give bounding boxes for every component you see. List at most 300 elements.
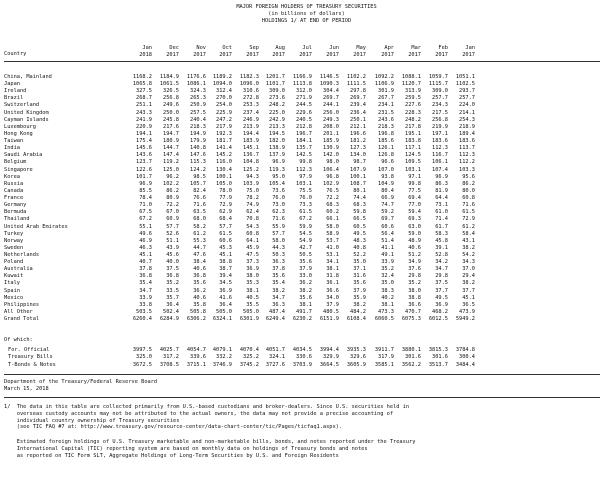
table-cell: 45.9 xyxy=(246,244,259,251)
table-cell: 78.4 xyxy=(139,195,152,202)
table-cell: 1102.5 xyxy=(455,81,475,88)
table-cell: 325.2 xyxy=(243,354,259,361)
table-cell: 329.9 xyxy=(323,354,339,361)
table-cell: 251.1 xyxy=(136,102,152,109)
header-rule xyxy=(4,61,600,62)
table-cell: 270.0 xyxy=(216,95,232,102)
table-cell: 38.2 xyxy=(462,280,475,287)
table-cell: 58.0 xyxy=(326,223,339,230)
table-cell: 103.1 xyxy=(296,180,312,187)
table-cell: 33.5 xyxy=(166,287,179,294)
table-cell: 3746.9 xyxy=(212,361,232,368)
table-cell: 3815.3 xyxy=(428,347,448,353)
table-cell: 38.1 xyxy=(326,266,339,273)
row-label: Bermuda xyxy=(4,209,27,216)
table-cell: 237.4 xyxy=(243,109,259,116)
table-cell: 76.0 xyxy=(272,195,285,202)
table-cell: 73.6 xyxy=(272,187,285,194)
table-cell: 240.5 xyxy=(296,116,312,123)
table-cell: 35.9 xyxy=(353,294,366,301)
table-cell: 98.5 xyxy=(193,173,206,180)
table-cell: 269.7 xyxy=(323,95,339,102)
table-cell: 239.4 xyxy=(350,102,366,109)
table-cell: 37.3 xyxy=(246,259,259,266)
table-cell: 1094.0 xyxy=(212,81,232,88)
table-cell: 243.3 xyxy=(136,109,152,116)
table-cell: 5949.2 xyxy=(455,316,475,323)
row-label: Italy xyxy=(4,280,20,287)
table-cell: 105.4 xyxy=(269,180,285,187)
table-cell: 51.1 xyxy=(166,237,179,244)
table-cell: 250.1 xyxy=(350,116,366,123)
table-cell: 257.7 xyxy=(432,95,448,102)
table-cell: 312.0 xyxy=(296,88,312,95)
table-cell: 330.6 xyxy=(296,354,312,361)
table-cell: 58.0 xyxy=(272,237,285,244)
table-cell: 194.5 xyxy=(269,130,285,137)
table-cell: 3703.9 xyxy=(292,361,312,368)
column-year: 2017 xyxy=(246,52,259,58)
table-cell: 147.4 xyxy=(163,152,179,159)
table-cell: 36.4 xyxy=(219,301,232,308)
table-cell: 34.0 xyxy=(326,294,339,301)
table-cell: 61.7 xyxy=(435,223,448,230)
table-cell: 36.5 xyxy=(462,301,475,308)
row-label: Treasury Bills xyxy=(8,354,53,361)
table-cell: 72.9 xyxy=(462,216,475,223)
table-cell: 38.1 xyxy=(381,301,394,308)
table-cell: 67.5 xyxy=(139,209,152,216)
table-cell: 81.9 xyxy=(435,187,448,194)
table-cell: 43.9 xyxy=(166,244,179,251)
table-cell: 109.5 xyxy=(405,159,421,166)
table-cell: 45.8 xyxy=(435,237,448,244)
table-cell: 34.7 xyxy=(139,287,152,294)
table-cell: 74.7 xyxy=(381,202,394,209)
table-cell: 45.1 xyxy=(219,252,232,258)
table-cell: 473.3 xyxy=(378,308,394,315)
table-cell: 86.2 xyxy=(462,180,475,187)
table-cell: 63.0 xyxy=(408,223,421,230)
table-cell: 48.9 xyxy=(408,237,421,244)
row-label: United Kingdom xyxy=(4,109,49,116)
table-cell: 61.2 xyxy=(193,230,206,237)
table-cell: 29.8 xyxy=(408,273,421,280)
table-cell: 245.8 xyxy=(163,116,179,123)
footnote-line: Estimated foreign holdings of U.S. Treasury marketable and non-marketable bills, bonds, and notes reported under the Treasury xyxy=(4,439,416,445)
table-cell: 112.3 xyxy=(459,152,475,159)
table-cell: 69.7 xyxy=(381,216,394,223)
table-cell: 37.9 xyxy=(326,301,339,308)
table-cell: 97.9 xyxy=(299,173,312,180)
table-cell: 112.2 xyxy=(459,159,475,166)
table-cell: 1111.5 xyxy=(346,81,366,88)
table-cell: 38.0 xyxy=(246,273,259,280)
table-cell: 52.8 xyxy=(435,252,448,258)
table-cell: 57.7 xyxy=(166,223,179,230)
table-cell: 1102.2 xyxy=(346,74,366,80)
notes-rule xyxy=(4,397,600,398)
table-cell: 62.9 xyxy=(219,209,232,216)
row-label: Hong Kong xyxy=(4,130,33,137)
table-cell: 40.6 xyxy=(408,244,421,251)
table-cell: 29.4 xyxy=(462,273,475,280)
table-cell: 102.2 xyxy=(163,180,179,187)
table-cell: 1065.8 xyxy=(132,81,152,88)
table-cell: 80.1 xyxy=(353,187,366,194)
table-cell: 37.5 xyxy=(166,266,179,273)
table-cell: 194.4 xyxy=(243,130,259,137)
table-cell: 52.2 xyxy=(353,252,366,258)
table-cell: 105.0 xyxy=(216,180,232,187)
table-cell: 108.7 xyxy=(350,180,366,187)
table-cell: 135.7 xyxy=(296,145,312,152)
table-cell: 36.2 xyxy=(193,287,206,294)
table-cell: 44.7 xyxy=(193,244,206,251)
table-cell: 116.0 xyxy=(216,159,232,166)
table-cell: 74.9 xyxy=(246,202,259,209)
column-year: 2017 xyxy=(353,52,366,58)
row-label: Turkey xyxy=(4,230,24,237)
table-cell: 35.8 xyxy=(193,301,206,308)
table-cell: 33.9 xyxy=(381,259,394,266)
table-cell: 339.6 xyxy=(190,354,206,361)
table-cell: 468.2 xyxy=(432,308,448,315)
table-cell: 107.0 xyxy=(378,166,394,173)
table-cell: 145.1 xyxy=(243,145,259,152)
table-cell: 72.2 xyxy=(326,195,339,202)
table-cell: 37.8 xyxy=(272,266,285,273)
table-cell: 59.0 xyxy=(408,230,421,237)
table-cell: 54.9 xyxy=(299,237,312,244)
table-cell: 195.1 xyxy=(405,130,421,137)
table-cell: 50.3 xyxy=(272,252,285,258)
table-cell: 46.9 xyxy=(139,237,152,244)
table-cell: 60.8 xyxy=(462,195,475,202)
table-cell: 324.3 xyxy=(190,88,206,95)
row-label: Switzerland xyxy=(4,102,40,109)
table-cell: 36.6 xyxy=(408,301,421,308)
table-cell: 140.8 xyxy=(190,145,206,152)
table-cell: 103.9 xyxy=(243,180,259,187)
table-cell: 45.6 xyxy=(166,252,179,258)
table-cell: 505.0 xyxy=(216,308,232,315)
table-cell: 66.1 xyxy=(326,216,339,223)
row-label: China, Mainland xyxy=(4,74,52,80)
table-cell: 38.2 xyxy=(299,287,312,294)
table-cell: 113.7 xyxy=(459,145,475,152)
footnote-line: 1/ The data in this table are collected primarily from U.S.-based custodians and broker-dealers. Since U.S. securities held in xyxy=(4,404,410,410)
table-cell: 78.0 xyxy=(219,187,232,194)
table-cell: 267.7 xyxy=(378,95,394,102)
table-cell: 300.4 xyxy=(459,354,475,361)
table-cell: 1176.6 xyxy=(186,74,206,80)
table-cell: 1189.2 xyxy=(212,74,232,80)
table-cell: 3585.1 xyxy=(374,361,394,368)
table-cell: 59.8 xyxy=(353,209,366,216)
table-cell: 95.6 xyxy=(462,173,475,180)
table-cell: 309.0 xyxy=(432,88,448,95)
row-label: Belgium xyxy=(4,159,27,166)
row-label: Ireland xyxy=(4,88,27,95)
table-cell: 228.3 xyxy=(405,109,421,116)
table-cell: 219.9 xyxy=(432,123,448,130)
column-year: 2018 xyxy=(139,52,152,58)
table-cell: 38.0 xyxy=(408,287,421,294)
table-cell: 257.7 xyxy=(459,95,475,102)
column-year: 2017 xyxy=(462,52,475,58)
table-cell: 76.5 xyxy=(326,187,339,194)
table-cell: 60.5 xyxy=(353,223,366,230)
table-cell: 183.6 xyxy=(459,138,475,145)
table-cell: 212.1 xyxy=(350,123,366,130)
table-cell: 137.9 xyxy=(269,152,285,159)
table-cell: 43.1 xyxy=(462,237,475,244)
table-cell: 35.2 xyxy=(166,280,179,287)
table-cell: 119.2 xyxy=(163,159,179,166)
table-cell: 103.3 xyxy=(459,166,475,173)
table-cell: 236.4 xyxy=(350,109,366,116)
column-month: Feb xyxy=(438,45,448,51)
table-cell: 1168.2 xyxy=(132,74,152,80)
table-row xyxy=(0,363,613,371)
table-cell: 6230.2 xyxy=(292,316,312,323)
table-cell: 503.5 xyxy=(136,308,152,315)
table-cell: 34.2 xyxy=(435,259,448,266)
table-cell: 130.4 xyxy=(216,166,232,173)
table-cell: 183.8 xyxy=(405,138,421,145)
table-cell: 142.5 xyxy=(296,152,312,159)
table-cell: 183.6 xyxy=(432,138,448,145)
table-cell: 74.4 xyxy=(353,195,366,202)
table-cell: 80.9 xyxy=(166,195,179,202)
table-cell: 1051.1 xyxy=(455,74,475,80)
table-cell: 231.5 xyxy=(378,109,394,116)
table-cell: 3664.5 xyxy=(319,361,339,368)
column-header xyxy=(178,45,206,59)
table-cell: 3911.7 xyxy=(374,347,394,353)
table-cell: 33.0 xyxy=(299,273,312,280)
table-cell: 58.2 xyxy=(193,223,206,230)
document-title: MAJOR FOREIGN HOLDERS OF TREASURY SECURITIES xyxy=(236,4,377,10)
table-cell: 4079.1 xyxy=(212,347,232,353)
table-cell: 36.3 xyxy=(272,301,285,308)
table-cell: 194.7 xyxy=(163,130,179,137)
table-cell: 217.6 xyxy=(163,123,179,130)
table-cell: 61.2 xyxy=(462,223,475,230)
table-cell: 147.6 xyxy=(190,152,206,159)
table-cell: 6301.9 xyxy=(239,316,259,323)
table-cell: 6260.4 xyxy=(132,316,152,323)
table-cell: 49.5 xyxy=(353,230,366,237)
table-cell: 218.3 xyxy=(378,123,394,130)
column-header xyxy=(124,45,152,59)
table-cell: 71.0 xyxy=(139,202,152,209)
table-cell: 97.1 xyxy=(408,173,421,180)
table-cell: 54.2 xyxy=(462,252,475,258)
table-cell: 112.3 xyxy=(432,145,448,152)
table-cell: 134.0 xyxy=(350,152,366,159)
table-cell: 71.6 xyxy=(272,216,285,223)
table-cell: 196.7 xyxy=(296,130,312,137)
table-cell: 38.2 xyxy=(272,287,285,294)
table-cell: 304.4 xyxy=(323,88,339,95)
table-cell: 37.8 xyxy=(139,266,152,273)
table-cell: 3994.4 xyxy=(319,347,339,353)
table-cell: 57.7 xyxy=(272,230,285,237)
table-cell: 38.2 xyxy=(462,244,475,251)
table-cell: 143.6 xyxy=(136,152,152,159)
table-cell: 201.1 xyxy=(323,130,339,137)
table-cell: 54.5 xyxy=(299,230,312,237)
table-cell: 505.8 xyxy=(190,308,206,315)
row-label: Japan xyxy=(4,81,20,88)
table-cell: 62.3 xyxy=(272,209,285,216)
table-cell: 241.9 xyxy=(136,116,152,123)
table-cell: 126.1 xyxy=(378,145,394,152)
table-cell: 217.8 xyxy=(405,123,421,130)
table-cell: 35.6 xyxy=(193,280,206,287)
table-cell: 194.1 xyxy=(136,130,152,137)
table-cell: 6012.5 xyxy=(428,316,448,323)
table-cell: 3513.7 xyxy=(428,361,448,368)
table-cell: 36.2 xyxy=(299,280,312,287)
table-cell: 35.4 xyxy=(139,280,152,287)
table-cell: 124.2 xyxy=(190,166,206,173)
column-year: 2017 xyxy=(435,52,448,58)
table-cell: 40.2 xyxy=(381,294,394,301)
table-cell: 77.0 xyxy=(408,202,421,209)
table-cell: 34.1 xyxy=(326,259,339,266)
table-cell: 36.1 xyxy=(326,280,339,287)
table-cell: 116.7 xyxy=(432,152,448,159)
row-label: Thailand xyxy=(4,216,30,223)
column-month: Sep xyxy=(249,45,259,51)
table-cell: 6324.1 xyxy=(212,316,232,323)
column-header xyxy=(447,45,475,59)
table-cell: 36.4 xyxy=(166,301,179,308)
table-cell: 240.4 xyxy=(190,116,206,123)
footnote-line: (see TIC FAQ #7 at: http://www.treasury.gov/resource-center/data-chart-center/tic/Pages/ticfaq1.aspx). xyxy=(4,424,343,431)
table-cell: 35.7 xyxy=(166,294,179,301)
table-cell: 6151.9 xyxy=(319,316,339,323)
table-cell: 6075.3 xyxy=(401,316,421,323)
table-cell: 77.9 xyxy=(219,195,232,202)
table-cell: 61.0 xyxy=(435,209,448,216)
table-cell: 484.2 xyxy=(350,308,366,315)
table-cell: 309.0 xyxy=(269,88,285,95)
table-cell: 71.6 xyxy=(193,202,206,209)
table-cell: 45.3 xyxy=(219,244,232,251)
table-cell: 505.0 xyxy=(243,308,259,315)
table-cell: 53.7 xyxy=(326,237,339,244)
column-header xyxy=(311,45,339,59)
table-cell: 3715.1 xyxy=(186,361,206,368)
table-cell: 1059.7 xyxy=(428,74,448,80)
table-cell: 196.6 xyxy=(350,130,366,137)
table-cell: 73.3 xyxy=(299,202,312,209)
table-cell: 271.9 xyxy=(296,95,312,102)
row-label: France xyxy=(4,195,24,202)
column-header xyxy=(420,45,448,59)
table-cell: 1166.9 xyxy=(292,74,312,80)
column-header xyxy=(151,45,179,59)
table-cell: 38.3 xyxy=(381,287,394,294)
table-cell: 3672.5 xyxy=(132,361,152,368)
table-cell: 326.5 xyxy=(163,88,179,95)
table-cell: 184.1 xyxy=(296,138,312,145)
table-cell: 60.8 xyxy=(246,230,259,237)
column-year: 2017 xyxy=(166,52,179,58)
table-cell: 3997.5 xyxy=(132,347,152,353)
table-cell: 72.9 xyxy=(219,202,232,209)
row-label: United Arab Emirates xyxy=(4,223,68,230)
table-cell: 250.0 xyxy=(163,109,179,116)
table-cell: 3784.8 xyxy=(455,347,475,353)
table-cell: 77.5 xyxy=(408,187,421,194)
table-cell: 93.8 xyxy=(381,173,394,180)
table-cell: 220.9 xyxy=(136,123,152,130)
table-cell: 39.4 xyxy=(219,273,232,280)
column-year: 2017 xyxy=(272,52,285,58)
table-cell: 75.5 xyxy=(299,187,312,194)
table-cell: 312.4 xyxy=(216,88,232,95)
table-cell: 35.0 xyxy=(353,259,366,266)
table-cell: 63.5 xyxy=(193,209,206,216)
table-cell: 130.9 xyxy=(323,145,339,152)
table-cell: 55.9 xyxy=(272,223,285,230)
column-header xyxy=(231,45,259,59)
table-cell: 259.5 xyxy=(405,95,421,102)
column-year: 2017 xyxy=(326,52,339,58)
table-cell: 68.0 xyxy=(193,216,206,223)
column-month: Mar xyxy=(411,45,421,51)
table-cell: 35.6 xyxy=(353,280,366,287)
table-cell: 38.8 xyxy=(408,294,421,301)
table-cell: 49.5 xyxy=(435,294,448,301)
table-cell: 75.0 xyxy=(246,187,259,194)
table-cell: 50.5 xyxy=(299,252,312,258)
table-cell: 37.0 xyxy=(462,266,475,273)
table-cell: 4034.5 xyxy=(292,347,312,353)
of-which-label: Of which: xyxy=(4,337,33,343)
table-cell: 38.1 xyxy=(299,301,312,308)
table-cell: 35.2 xyxy=(381,266,394,273)
row-label: India xyxy=(4,145,20,152)
table-cell: 37.1 xyxy=(353,266,366,273)
table-cell: 480.5 xyxy=(323,308,339,315)
table-cell: 212.8 xyxy=(296,123,312,130)
table-cell: 59.2 xyxy=(381,209,394,216)
table-cell: 218.9 xyxy=(459,123,475,130)
table-cell: 1120.7 xyxy=(401,81,421,88)
row-label: Grand Total xyxy=(4,316,40,323)
table-cell: 45.1 xyxy=(139,252,152,258)
table-cell: 124.5 xyxy=(405,152,421,159)
table-cell: 1182.3 xyxy=(239,74,259,80)
table-cell: 115.3 xyxy=(190,159,206,166)
table-cell: 107.9 xyxy=(350,166,366,173)
table-cell: 119.3 xyxy=(269,166,285,173)
table-cell: 35.2 xyxy=(408,280,421,287)
table-cell: 47.5 xyxy=(246,252,259,258)
table-cell: 243.6 xyxy=(378,116,394,123)
table-cell: 1096.0 xyxy=(239,81,259,88)
table-cell: 242.9 xyxy=(269,116,285,123)
table-cell: 64.1 xyxy=(246,237,259,244)
table-cell: 52.6 xyxy=(166,230,179,237)
row-label: Canada xyxy=(4,187,24,194)
